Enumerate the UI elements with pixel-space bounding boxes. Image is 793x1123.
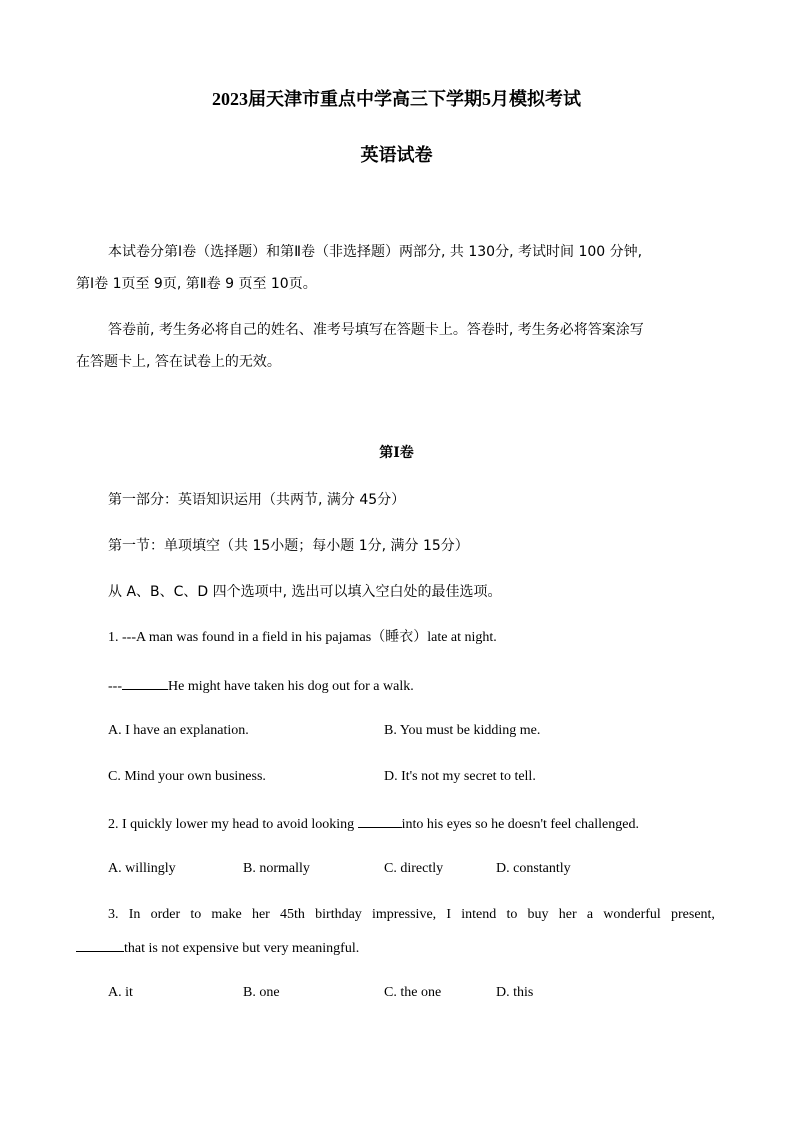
- directions: 从 A、B、C、D 四个选项中, 选出可以填入空白处的最佳选项。: [108, 584, 502, 600]
- question-3-option-d: D. this: [496, 985, 534, 1000]
- dialogue-prefix: ---: [108, 679, 122, 694]
- word: I: [446, 907, 452, 922]
- word: a: [586, 907, 594, 922]
- exam-subtitle: 英语试卷: [360, 145, 433, 165]
- exam-title: 2023届天津市重点中学高三下学期5月模拟考试: [212, 89, 581, 109]
- question-2-stem-end: into his eyes so he doesn't feel challenged.: [401, 817, 639, 832]
- word: 45th: [280, 907, 305, 922]
- word: 3.: [108, 907, 119, 922]
- subsection-heading: 第一节：单项填空（共 15小题；每小题 1分, 满分 15分）: [108, 538, 469, 554]
- question-3-option-b: B. one: [243, 985, 280, 1000]
- question-3-option-c: C. the one: [384, 985, 442, 1000]
- question-3-stem-line-1: [108, 905, 715, 925]
- word: intend: [461, 907, 497, 922]
- section-title: 第Ⅰ卷: [379, 446, 414, 461]
- word: birthday: [315, 907, 362, 922]
- word: her: [251, 907, 270, 922]
- answer-blank: [358, 813, 402, 828]
- instructions-line-1: 本试卷分第Ⅰ卷（选择题）和第Ⅱ卷（非选择题）两部分, 共 130分, 考试时间 100 分钟,: [108, 244, 643, 260]
- word: make: [211, 907, 242, 922]
- word: In: [128, 907, 141, 922]
- question-3-stem-line-2: [76, 937, 359, 959]
- question-1-response-text: He might have taken his dog out for a walk.: [168, 679, 414, 694]
- word: to: [190, 907, 202, 922]
- part-heading: 第一部分：英语知识运用（共两节, 满分 45分）: [108, 492, 406, 508]
- question-3-stem-end: that is not expensive but very meaningful.: [124, 941, 360, 956]
- question-3-option-a: A. it: [108, 985, 133, 1000]
- answer-blank: [122, 675, 168, 690]
- question-1-option-b: B. You must be kidding me.: [384, 723, 541, 738]
- word: to: [506, 907, 518, 922]
- question-2-stem: [108, 813, 639, 835]
- question-2-option-d: D. constantly: [496, 861, 571, 876]
- instructions-line-4: 在答题卡上, 答在试卷上的无效。: [76, 354, 281, 370]
- question-1-response: [108, 675, 414, 697]
- question-2-option-a: A. willingly: [108, 861, 176, 876]
- word: present,: [671, 907, 715, 922]
- instructions-line-2: 第Ⅰ卷 1页至 9页, 第Ⅱ卷 9 页至 10页。: [76, 276, 317, 292]
- answer-blank: [76, 937, 124, 952]
- word: wonderful: [603, 907, 661, 922]
- instructions-line-3: 答卷前, 考生务必将自己的姓名、准考号填写在答题卡上。答卷时, 考生务必将答案涂写: [108, 322, 644, 338]
- question-2-option-c: C. directly: [384, 861, 444, 876]
- word: buy: [527, 907, 549, 922]
- question-1-option-a: A. I have an explanation.: [108, 723, 249, 738]
- question-1-option-d: D. It's not my secret to tell.: [384, 769, 536, 784]
- question-2-stem-start: 2. I quickly lower my head to avoid looking: [108, 817, 355, 832]
- question-1-stem: 1. ---A man was found in a field in his pajamas（睡衣）late at night.: [108, 630, 497, 645]
- word: impressive,: [372, 907, 437, 922]
- word: her: [558, 907, 577, 922]
- question-1-option-c: C. Mind your own business.: [108, 769, 266, 784]
- word: order: [150, 907, 181, 922]
- question-2-option-b: B. normally: [243, 861, 310, 876]
